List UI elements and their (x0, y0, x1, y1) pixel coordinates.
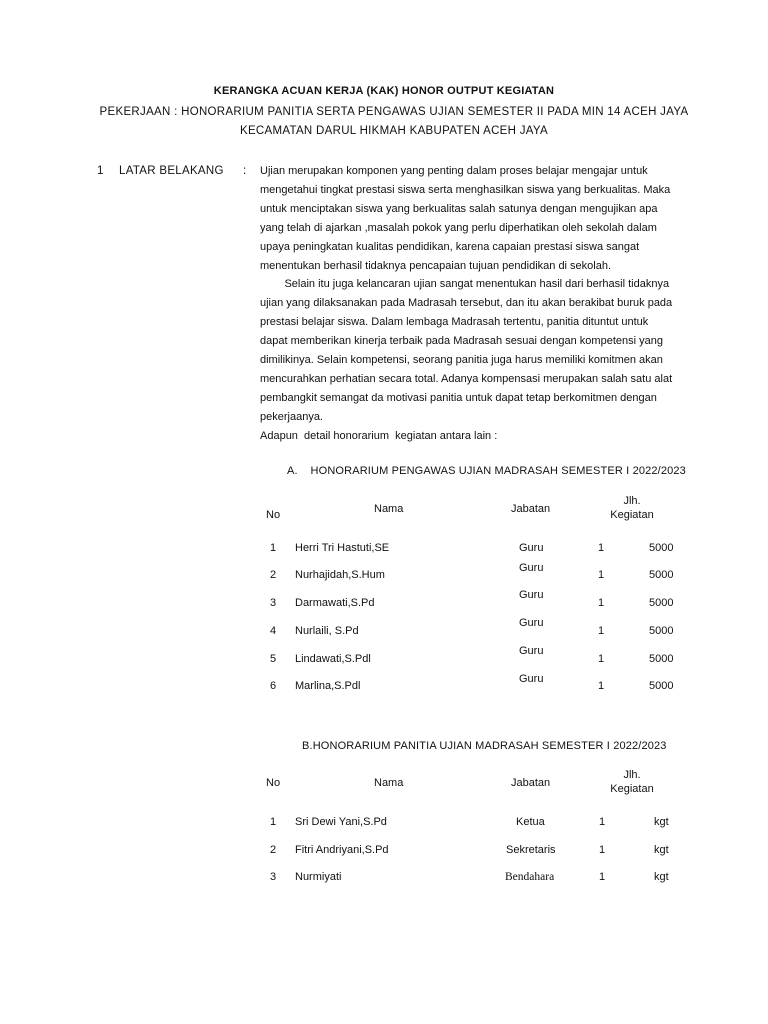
row-nama: Marlina,S.Pdl (295, 680, 361, 692)
row-nama: Nurmiyati (295, 871, 342, 883)
row-no: 5 (270, 653, 277, 665)
header-jlh: Jlh. (623, 495, 641, 507)
header-no: No (266, 777, 281, 789)
row-nilai: 5000 (649, 597, 674, 609)
paragraph-line: upaya peningkatan kualitas pendidikan, karena capaian prestasi siswa sangat (260, 240, 640, 253)
row-nama: Herri Tri Hastuti,SE (295, 542, 390, 554)
row-nama: Nurlaili, S.Pd (295, 625, 359, 637)
row-nilai: 5000 (649, 653, 674, 665)
row-nilai: 5000 (649, 625, 674, 637)
paragraph-line: mencurahkan perhatian secara total. Adanya kompensasi merupakan salah satu alat (260, 372, 673, 385)
row-nilai: 5000 (649, 680, 674, 692)
paragraph-line: mengetahui tingkat prestasi siswa serta menghasilkan siswa yang berkualitas. Maka (260, 183, 671, 196)
row-nilai: 5000 (649, 569, 674, 581)
row-no: 4 (270, 625, 277, 637)
section-label: LATAR BELAKANG (119, 165, 224, 177)
row-jabatan: Guru (519, 645, 544, 657)
row-nilai: 5000 (649, 542, 674, 554)
row-nama: Fitri Andriyani,S.Pd (295, 844, 389, 856)
row-jabatan: Guru (519, 542, 544, 554)
row-nama: Nurhajidah,S.Hum (295, 569, 385, 581)
row-nama: Lindawati,S.Pdl (295, 653, 371, 665)
header-nama: Nama (374, 777, 404, 789)
row-no: 1 (270, 816, 277, 828)
row-nama: Sri Dewi Yani,S.Pd (295, 816, 387, 828)
row-no: 6 (270, 680, 277, 692)
section-b-heading: B.HONORARIUM PANITIA UJIAN MADRASAH SEMESTER I 2022/2023 (302, 740, 667, 752)
section-colon: : (243, 165, 247, 177)
paragraph-line: prestasi belajar siswa. Dalam lembaga Madrasah tertentu, panitia dituntut untuk (260, 316, 649, 329)
row-jabatan: Ketua (516, 816, 545, 828)
paragraph-line: Selain itu juga kelancaran ujian sangat menentukan hasil dari berhasil tidaknya (260, 278, 670, 291)
row-nilai: kgt (654, 844, 669, 856)
row-jlh: 1 (599, 844, 606, 856)
row-jlh: 1 (598, 680, 605, 692)
document-subtitle-line2: KECAMATAN DARUL HIKMAH KABUPATEN ACEH JAYA (239, 125, 549, 137)
header-jabatan: Jabatan (511, 777, 551, 789)
row-jabatan: Guru (519, 589, 544, 601)
row-jlh: 1 (598, 542, 605, 554)
row-no: 2 (270, 569, 277, 581)
row-no: 3 (270, 871, 277, 883)
row-jabatan: Sekretaris (506, 844, 556, 856)
paragraph-line: Ujian merupakan komponen yang penting dalam proses belajar mengajar untuk (260, 165, 648, 177)
header-jlh: Jlh. (623, 769, 641, 781)
row-jabatan: Guru (519, 562, 544, 574)
row-jabatan: Guru (519, 673, 544, 685)
paragraph-line: pembangkit semangat da motivasi panitia untuk dapat tetap berkomitmen dengan (260, 391, 657, 404)
row-nama: Darmawati,S.Pd (295, 597, 375, 609)
paragraph-line: ujian yang dilaksanakan pada Madrasah tersebut, dan itu akan berakibat buruk pada (260, 297, 673, 310)
paragraph-line: menentukan berhasil tidaknya pencapaian tujuan pendidikan di sekolah. (260, 259, 612, 272)
row-nilai: kgt (654, 816, 669, 828)
section-number: 1 (97, 165, 104, 177)
paragraph-line: pekerjaanya. (260, 410, 323, 423)
row-jlh: 1 (599, 871, 606, 883)
row-no: 2 (270, 844, 277, 856)
paragraph-line: yang telah di ajarkan ,masalah pokok yang perlu diperhatikan oleh sekolah dalam (260, 221, 657, 234)
paragraph-line: untuk menciptakan siswa yang berkualitas salah satunya dengan mengujikan apa (260, 202, 658, 215)
row-jlh: 1 (598, 569, 605, 581)
header-kegiatan: Kegiatan (610, 509, 654, 521)
row-jlh: 1 (598, 625, 605, 637)
row-no: 3 (270, 597, 277, 609)
row-jlh: 1 (598, 653, 605, 665)
header-no: No (266, 509, 281, 521)
header-nama: Nama (374, 503, 404, 515)
row-jabatan: Bendahara (505, 871, 555, 883)
background-paragraph (260, 162, 700, 446)
document-subtitle-line1: PEKERJAAN : HONORARIUM PANITIA SERTA PENGAWAS UJIAN SEMESTER II PADA MIN 14 ACEH JAYA (99, 106, 689, 118)
header-kegiatan: Kegiatan (610, 783, 654, 795)
row-no: 1 (270, 542, 277, 554)
row-jabatan: Guru (519, 617, 544, 629)
row-jlh: 1 (599, 816, 606, 828)
document-title: KERANGKA ACUAN KERJA (KAK) HONOR OUTPUT KEGIATAN (213, 85, 555, 97)
section-a-heading: A. HONORARIUM PENGAWAS UJIAN MADRASAH SEMESTER I 2022/2023 (287, 465, 686, 477)
paragraph-line: dapat memberikan kinerja terbaik pada Madrasah sesuai dengan kompetensi yang (260, 335, 663, 348)
header-jabatan: Jabatan (511, 503, 551, 515)
row-nilai: kgt (654, 871, 669, 883)
paragraph-line: dimilikinya. Selain kompetensi, seorang panitia juga harus memiliki komitmen akan (260, 354, 663, 367)
row-jlh: 1 (598, 597, 605, 609)
paragraph-line: Adapun detail honorarium kegiatan antara lain : (260, 429, 498, 442)
